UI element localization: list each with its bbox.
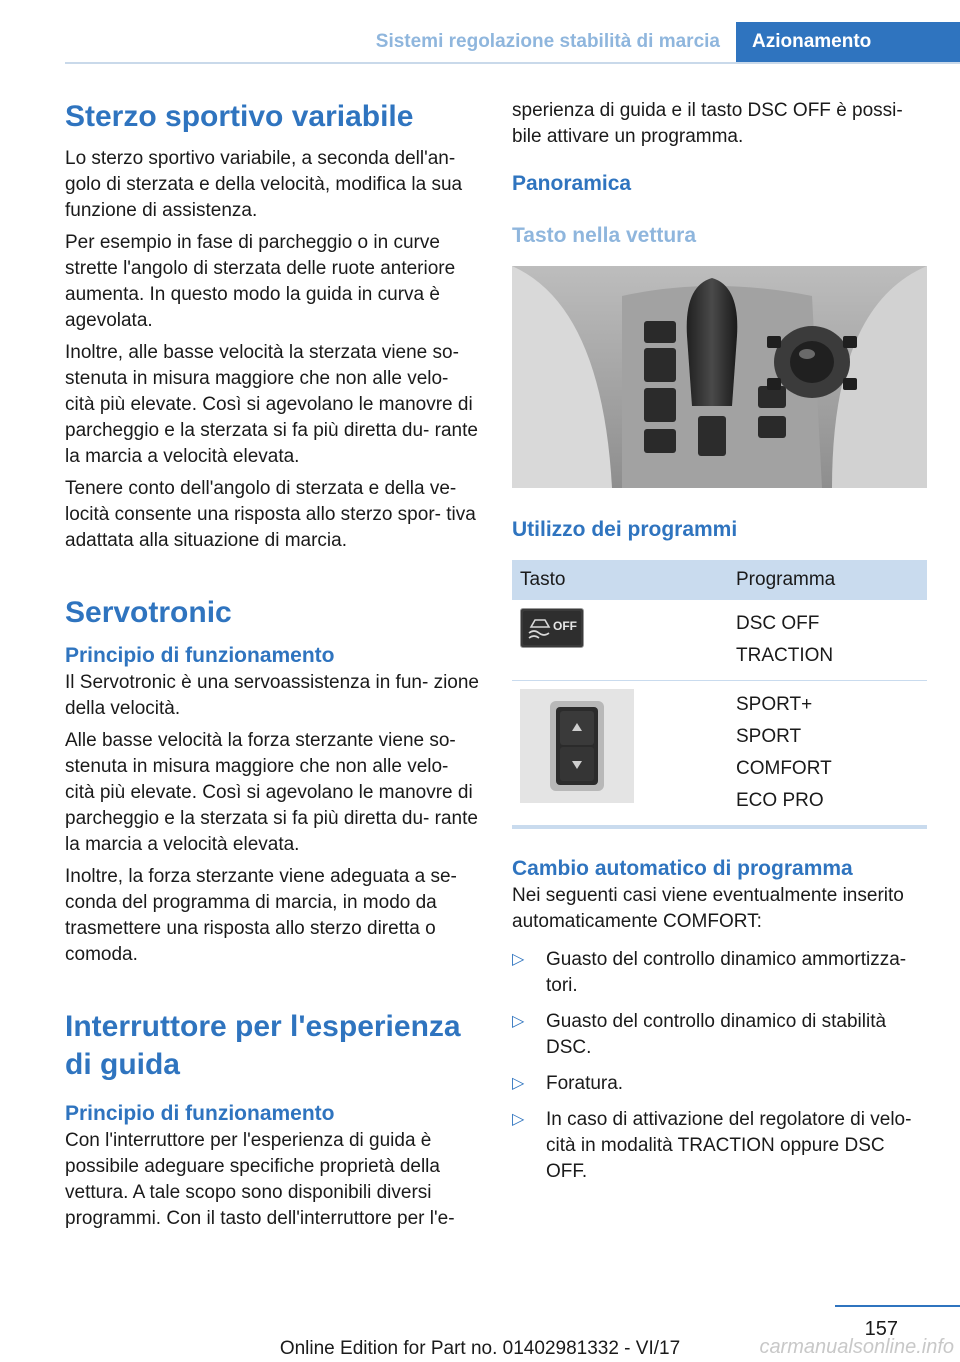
watermark: carmanualsonline.info — [759, 1336, 954, 1358]
list-item-text: Guasto del controllo dinamico di stabilità DSC. — [546, 1011, 887, 1058]
paragraph: Inoltre, la forza sterzante viene adeguata a se‐ conda del programma di marcia, in modo da trasmettere una risposta allo sterzo diretta o comoda. — [65, 866, 457, 965]
heading-program-usage: Utilizzo dei programmi — [512, 518, 738, 541]
bullet-triangle-icon: ▷ — [512, 1013, 525, 1030]
programs-table — [512, 560, 927, 829]
conditions-list — [512, 947, 927, 1185]
list-item-text: Foratura. — [546, 1073, 624, 1094]
paragraph: Con l'interruttore per l'esperienza di guida è possibile adeguare specifiche proprietà della vettura. A tale scopo sono disponibili diversi programmi. Con il tasto dell'interruttore per l'e‐ — [65, 1130, 455, 1229]
bullet-triangle-icon: ▷ — [512, 1075, 525, 1092]
heading-button-in-vehicle: Tasto nella vettura — [512, 224, 696, 247]
heading-servotronic: Servotronic — [65, 596, 232, 629]
list-item — [512, 1009, 927, 1061]
program-name: SPORT+ — [736, 694, 813, 715]
edition-note: Online Edition for Part no. 01402981332 - VI/17 — [279, 1338, 681, 1359]
rocker-switch-cell — [512, 681, 728, 828]
table-row — [512, 600, 927, 681]
program-cell — [728, 681, 927, 828]
list-item-text: Guasto del controllo dinamico ammortizza‐ tori. — [546, 949, 907, 996]
heading-automatic-program-change: Cambio automatico di programma — [512, 857, 853, 880]
paragraph: Inoltre, alle basse velocità la sterzata viene so‐ stenuta in misura maggiore che non alle velo‐ cità più elevate. Così si agevolano le manovre di parcheggio e la sterzata si fa più diretta du‐ rante la marcia a velocità elevata. — [65, 342, 478, 467]
list-item — [512, 1071, 927, 1097]
list-item-text: In caso di attivazione del regolatore di velo‐ cità in modalità TRACTION oppure DSC OFF. — [546, 1109, 912, 1182]
heading-principle-2: Principio di funzionamento — [65, 1102, 335, 1125]
bullet-triangle-icon: ▷ — [512, 1111, 525, 1128]
header-rule — [65, 62, 960, 64]
paragraph: Alle basse velocità la forza sterzante viene so‐ stenuta in misura maggiore che non alle velo‐ cità più elevate. Così si agevolano le manovre di parcheggio e la sterzata si fa più diretta du‐ rante la marcia a velocità elevata. — [65, 730, 478, 855]
table-row — [512, 681, 927, 828]
dsc-off-button-icon — [520, 608, 584, 648]
vehicle-console-photo — [512, 266, 927, 488]
dsc-off-button-cell — [512, 600, 728, 681]
paragraph: Tenere conto dell'angolo di sterzata e della ve‐ locità consente una risposta allo sterzo spor‐ tiva adattata alla situazione di marcia. — [65, 478, 476, 551]
right-column — [512, 98, 927, 1195]
paragraph: Per esempio in fase di parcheggio o in curve strette l'angolo di sterzata delle ruote anteriore aumenta. In questo modo la guida in curva è agevolata. — [65, 232, 456, 331]
program-name: TRACTION — [736, 645, 834, 666]
table-header-row — [512, 560, 927, 600]
program-name: ECO PRO — [736, 790, 824, 811]
list-item — [512, 947, 927, 999]
header-section-title: Sistemi regolazione stabilità di marcia — [375, 31, 720, 52]
heading-steering: Sterzo sportivo variabile — [65, 100, 414, 133]
header-chapter-tab: Azionamento — [736, 22, 960, 62]
program-name: SPORT — [736, 726, 802, 747]
paragraph: Lo sterzo sportivo variabile, a seconda dell'an‐ golo di sterzata e della velocità, modifica la sua funzione di assistenza. — [65, 148, 463, 221]
paragraph: Nei seguenti casi viene eventualmente inserito automaticamente COMFORT: — [512, 885, 904, 932]
list-item — [512, 1107, 927, 1185]
bullet-triangle-icon: ▷ — [512, 951, 525, 968]
column-header-button: Tasto — [512, 560, 728, 600]
column-header-program: Programma — [728, 560, 927, 600]
page-number: 157 — [864, 1318, 898, 1340]
paragraph: Il Servotronic è una servoassistenza in fun‐ zione della velocità. — [65, 672, 479, 719]
page-header — [65, 22, 960, 62]
dsc-off-button-label: OFF — [553, 619, 577, 633]
heading-principle-1: Principio di funzionamento — [65, 644, 335, 667]
program-cell — [728, 600, 927, 681]
left-column — [65, 98, 480, 1238]
program-name: COMFORT — [736, 758, 832, 779]
footer-rule — [835, 1305, 960, 1307]
driving-experience-switch-icon — [520, 689, 634, 803]
heading-overview: Panoramica — [512, 172, 632, 195]
program-name: DSC OFF — [736, 613, 820, 634]
paragraph-continued: sperienza di guida e il tasto DSC OFF è possi‐ bile attivare un programma. — [512, 100, 903, 147]
heading-driving-experience-switch: Interruttore per l'esperienza di guida — [65, 1010, 461, 1081]
